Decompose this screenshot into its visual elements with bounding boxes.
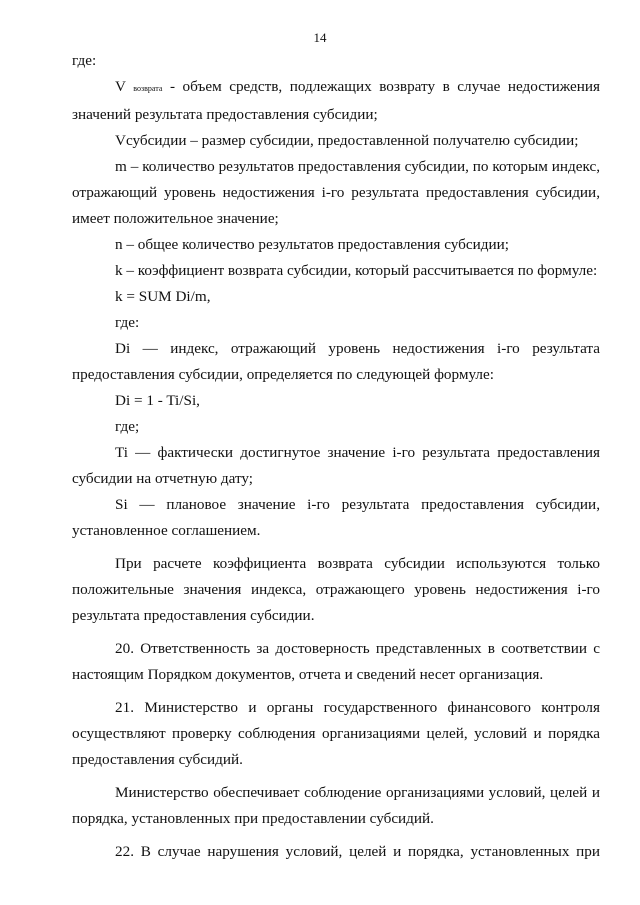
formula-k: k = SUM Di/m, (115, 288, 211, 305)
where-label-3: где; (115, 418, 140, 435)
where-label-1: где: (72, 52, 97, 69)
paragraph-note: При расчете коэффициента возврата субсидии используются только положительные значения индекса, отражающего уровень недостижения i-го результата предоставления субсидии. (72, 555, 600, 624)
document-body (72, 48, 600, 865)
paragraph-v-subsidy: Vсубсидии – размер субсидии, предоставленной получателю субсидии; (115, 132, 579, 149)
paragraph-v-return (72, 74, 600, 128)
paragraph-ti: Ti — фактически достигнутое значение i-го результата предоставления субсидии на отчетную дату; (72, 444, 600, 487)
page-number: 14 (313, 30, 327, 45)
paragraph-si: Si — плановое значение i-го результата предоставления субсидии, установленное соглашением. (72, 496, 600, 539)
paragraph-22: 22. В случае нарушения условий, целей и порядка, установленных при (115, 843, 600, 860)
formula-di: Di = 1 - Ti/Si, (115, 392, 200, 409)
paragraph-21b: Министерство обеспечивает соблюдение организациями условий, целей и порядка, установленных при предоставлении субсидий. (72, 784, 600, 827)
paragraph-n: n – общее количество результатов предоставления субсидии; (115, 236, 509, 253)
v-symbol: V (115, 78, 126, 95)
paragraph-di: Di — индекс, отражающий уровень недостижения i-го результата предоставления субсидии, определяется по следующей формуле: (72, 340, 600, 383)
paragraph-k: k – коэффициент возврата субсидии, который рассчитывается по формуле: (115, 262, 598, 279)
where-label-2: где: (115, 314, 140, 331)
v-text: - объем средств, подлежащих возврату в случае недостижения значений результата предоставления субсидии; (72, 78, 601, 123)
paragraph-21: 21. Министерство и органы государственного финансового контроля осуществляют проверку соблюдения организациями целей, условий и порядка предоставления субсидий. (72, 699, 600, 768)
paragraph-m: m – количество результатов предоставления субсидии, по которым индекс, отражающий уровень недостижения i-го результата предоставления субсидии, имеет положительное значение; (72, 158, 600, 227)
v-subscript: возврата (133, 84, 163, 93)
paragraph-20: 20. Ответственность за достоверность представленных в соответствии с настоящим Порядком документов, отчета и сведений несет организация. (72, 640, 600, 683)
